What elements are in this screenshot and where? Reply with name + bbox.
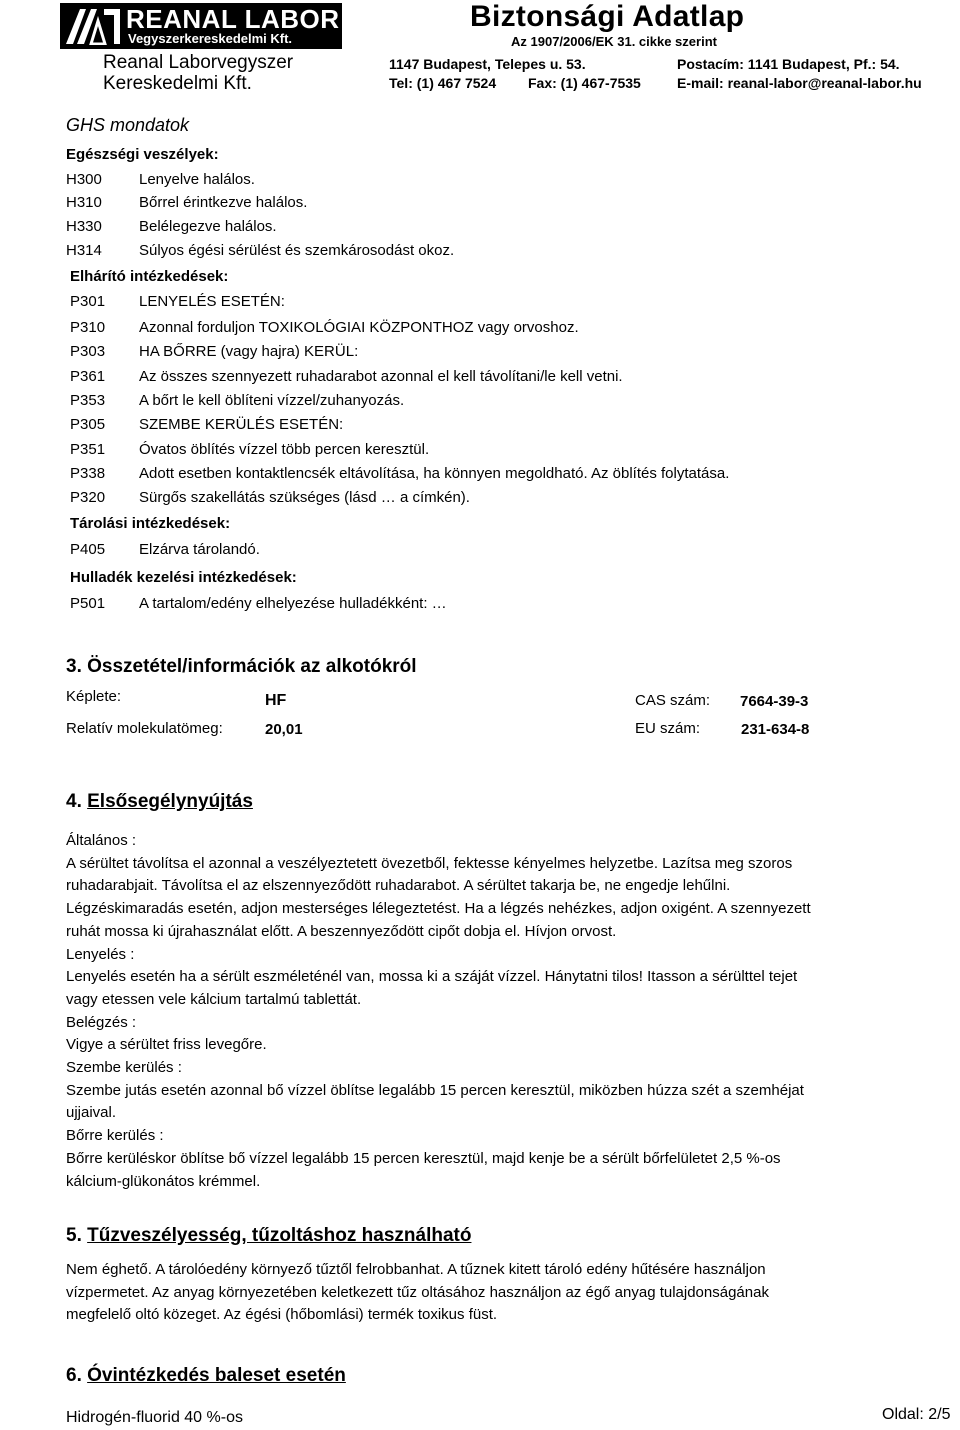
p-code: P305 [70, 416, 106, 433]
p-text: Óvatos öblítés vízzel több percen keresztül. [139, 441, 430, 458]
first-aid-line: Légzéskimaradás esetén, adjon mesterséges lélegeztetést. Ha a légzés nehézkes, adjon oxigént. A szennyezett [66, 900, 811, 918]
telephone: Tel: (1) 467 7524 [389, 75, 497, 91]
inhalation-label: Belégzés : [66, 1013, 137, 1031]
h-code: H310 [66, 194, 102, 211]
p-text: Elzárva tárolandó. [139, 541, 260, 558]
eu-label: EU szám: [635, 720, 701, 737]
p-code: P338 [70, 465, 106, 482]
h-code: H330 [66, 218, 102, 235]
company-name-line1: Reanal Laborvegyszer [103, 52, 294, 73]
general-label: Általános : [66, 832, 137, 849]
h-code: H300 [66, 171, 102, 188]
eu-value: 231-634-8 [741, 721, 810, 738]
molecular-weight-value: 20,01 [265, 721, 303, 738]
p-text: A tartalom/edény elhelyezése hulladékként: … [139, 595, 447, 612]
first-aid-line: Lenyelés esetén ha a sérült eszméleténél van, mossa ki a száját vízzel. Hánytatni tilos! Itasson a sérülttel tejet [66, 968, 798, 986]
p-code: P301 [70, 293, 106, 310]
section-4-title: 4. Elsősegélynyújtás [66, 791, 253, 812]
p-code: P405 [70, 541, 106, 558]
first-aid-line: vagy etessen vele kálcium tartalmú tablettát. [66, 990, 362, 1008]
section-5-title: 5. Tűzveszélyesség, tűzoltáshoz használható [66, 1225, 472, 1246]
fire-line: vízpermetet. Az anyag környezetében keletkezett tűz oltásához használjon az égő anyag tulajdonságának [66, 1283, 769, 1301]
health-hazards-title: Egészségi veszélyek: [66, 146, 219, 163]
section-3-title: 3. Összetétel/információk az alkotókról [66, 656, 417, 677]
postal-address: Postacím: 1141 Budapest, Pf.: 54. [677, 56, 900, 72]
ingestion-label: Lenyelés : [66, 945, 135, 963]
fire-line: megfelelő oltó közeget. Az égési (hőbomlási) termék toxikus füst. [66, 1306, 498, 1324]
first-aid-line: Szembe jutás esetén azonnal bő vízzel öblítse legalább 15 percen keresztül, miközben húzza szét a szemhéjat [66, 1081, 804, 1099]
document-title: Biztonsági Adatlap [470, 0, 745, 33]
h-text: Belélegezve halálos. [139, 218, 277, 235]
p-text: Az összes szennyezett ruhadarabot azonnal el kell távolítani/le kell vetni. [139, 368, 623, 385]
p-code: P310 [70, 319, 106, 336]
p-text: Adott esetben kontaktlencsék eltávolítása, ha könnyen megoldható. Az öblítés folytatása. [139, 465, 730, 482]
first-aid-line: ujjaival. [66, 1104, 117, 1122]
skin-contact-label: Bőrre kerülés : [66, 1127, 164, 1145]
footer-page-number: Oldal: 2/5 [882, 1406, 951, 1423]
p-code: P501 [70, 595, 106, 612]
p-text: LENYELÉS ESETÉN: [139, 293, 285, 310]
ghs-title: GHS mondatok [66, 115, 190, 135]
first-aid-line: Vigye a sérültet friss levegőre. [66, 1036, 267, 1054]
company-name-line2: Kereskedelmi Kft. [103, 73, 252, 94]
h-text: Súlyos égési sérülést és szemkárosodást okoz. [139, 242, 455, 259]
h-text: Bőrrel érintkezve halálos. [139, 194, 308, 211]
company-logo [60, 3, 342, 49]
logo-name: REANAL LABOR [126, 4, 340, 34]
p-code: P361 [70, 368, 106, 385]
first-aid-line: kálcium-glükonátos krémmel. [66, 1172, 261, 1190]
company-address: 1147 Budapest, Telepes u. 53. [389, 56, 586, 72]
first-aid-line: ruhadarabjait. Távolítsa el az elszennyeződött ruhadarabot. A sérültet takarja be, ne engedje lehűlni. [66, 877, 731, 895]
first-aid-line: Bőrre kerüléskor öblítse bő vízzel legalább 15 percen keresztül, majd kenje be a sérült bőrfelületet 2,5 %-os [66, 1149, 781, 1167]
p-code: P320 [70, 489, 106, 506]
logo-mark-icon [64, 7, 122, 45]
section-6-title: 6. Óvintézkedés baleset esetén [66, 1365, 346, 1386]
first-aid-line: ruhát mossa ki újrahasználat előtt. A beszennyeződött cipőt dobja el. Hívjon orvost. [66, 922, 617, 940]
p-text: SZEMBE KERÜLÉS ESETÉN: [139, 416, 344, 433]
p-text: Sürgős szakellátás szükséges (lásd … a címkén). [139, 489, 470, 506]
p-text: HA BŐRRE (vagy hajra) KERÜL: [139, 343, 359, 360]
formula-value: HF [265, 692, 287, 709]
cas-label: CAS szám: [635, 692, 711, 709]
molecular-weight-label: Relatív molekulatömeg: [66, 720, 223, 737]
first-aid-line: A sérültet távolítsa el azonnal a veszélyeztetett övezetből, fektesse kényelmes helyzetbe. Lazítsa meg szoros [66, 854, 793, 872]
cas-value: 7664-39-3 [740, 693, 809, 710]
p-text: Azonnal forduljon TOXIKOLÓGIAI KÖZPONTHOZ vagy orvoshoz. [139, 319, 579, 336]
formula-label: Képlete: [66, 688, 122, 705]
fire-text [66, 1259, 946, 1327]
p-code: P303 [70, 343, 106, 360]
fax: Fax: (1) 467-7535 [528, 75, 641, 91]
logo-subtitle: Vegyszerkereskedelmi Kft. [128, 31, 293, 46]
footer-product: Hidrogén-fluorid 40 %-os [66, 1409, 243, 1426]
h-text: Lenyelve halálos. [139, 171, 255, 188]
fire-line: Nem éghető. A tárolóedény környező tűztől felrobbanhat. A tűznek kitett tároló edény hűtésére használjon [66, 1261, 766, 1278]
email: E-mail: reanal-labor@reanal-labor.hu [677, 75, 922, 91]
prevention-title: Elhárító intézkedések: [70, 268, 229, 285]
storage-title: Tárolási intézkedések: [70, 515, 231, 532]
p-code: P351 [70, 441, 106, 458]
waste-title: Hulladék kezelési intézkedések: [70, 569, 297, 586]
p-text: A bőrt le kell öblíteni vízzel/zuhanyozás. [139, 392, 405, 409]
first-aid-text [66, 830, 946, 1193]
document-subtitle: Az 1907/2006/EK 31. cikke szerint [511, 34, 717, 49]
eye-contact-label: Szembe kerülés : [66, 1059, 182, 1077]
h-code: H314 [66, 242, 102, 259]
p-code: P353 [70, 392, 106, 409]
